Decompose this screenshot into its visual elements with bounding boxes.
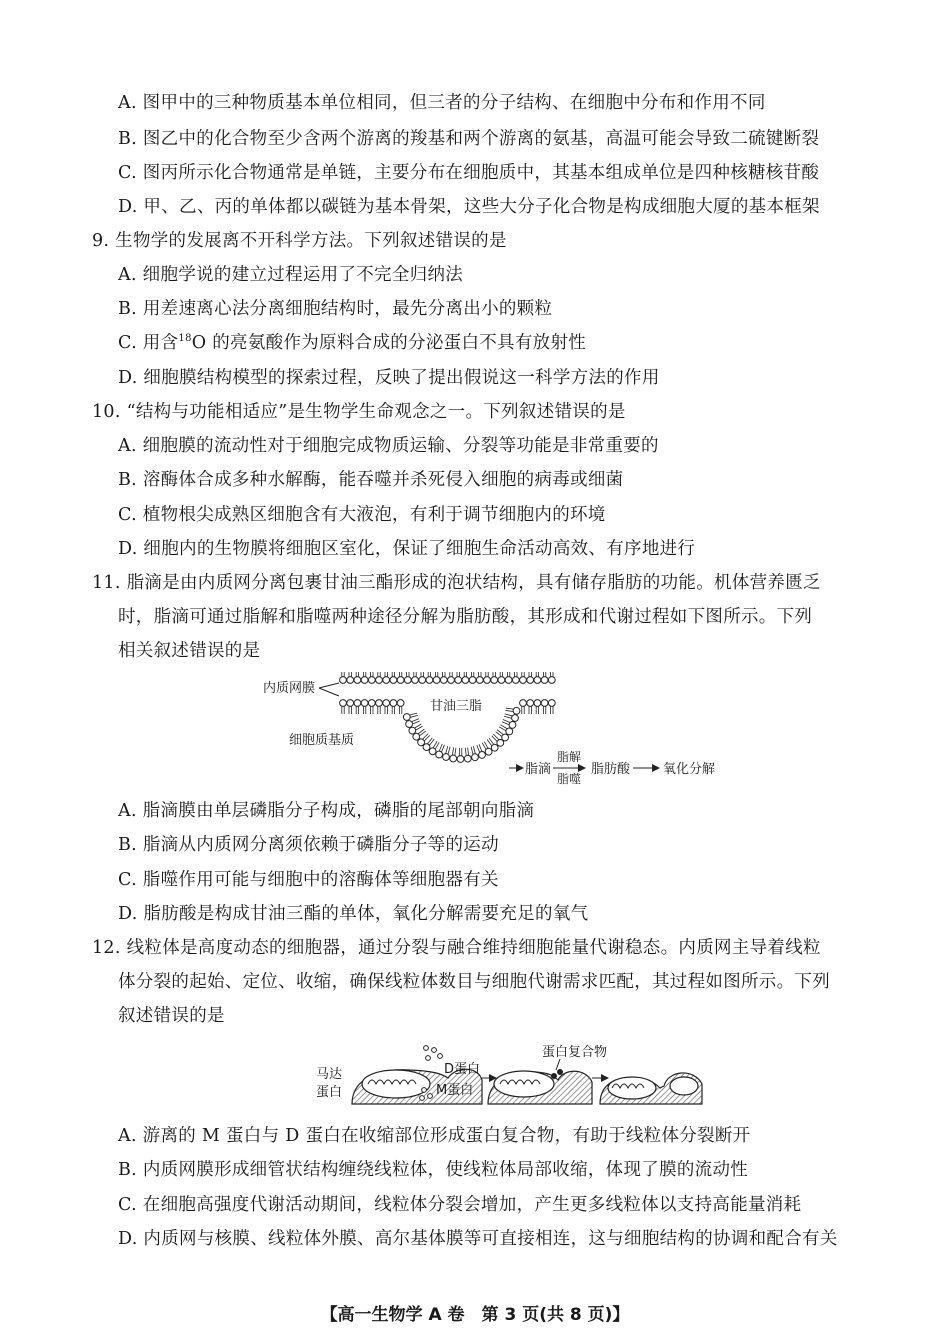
q8-option-b: B. 图乙中的化合物至少含两个游离的羧基和两个游离的氨基，高温可能会导致二硫键断裂 xyxy=(118,129,820,149)
mitochondrion-stage-2 xyxy=(488,1069,592,1104)
er-label-pointer-1 xyxy=(319,683,339,688)
q11-stem-line-1: 11. 脂滴是由内质网分离包裹甘油三酯形成的泡状结构，具有储存脂肪的功能。机体营养匮乏 xyxy=(92,573,821,593)
q12-option-d: D. 内质网与核膜、线粒体外膜、高尔基体膜等可直接相连，这与细胞结构的协调和配合有关 xyxy=(118,1229,838,1249)
q8-option-c: C. 图丙所示化合物通常是单链，主要分布在细胞质中，其基本组成单位是四种核糖核苷酸 xyxy=(118,163,820,183)
q9-option-b: B. 用差速离心法分离细胞结构时，最先分离出小的颗粒 xyxy=(118,299,553,319)
q11-option-c: C. 脂噬作用可能与细胞中的溶酶体等细胞器有关 xyxy=(118,870,499,890)
cytoplasm-matrix-label: 细胞质基质 xyxy=(289,733,355,748)
budding-lipid-droplet-monolayer xyxy=(403,706,521,763)
q12-option-c: C. 在细胞高强度代谢活动期间，线粒体分裂会增加，产生更多线粒体以支持高能量消耗 xyxy=(118,1195,802,1215)
q8-option-a: A. 图甲中的三种物质基本单位相同，但三者的分子结构、在细胞中分布和作用不同 xyxy=(118,93,766,113)
q12-stem-line-2: 体分裂的起始、定位、收缩，确保线粒体数目与细胞代谢需求匹配，其过程如图所示。下列 xyxy=(118,972,830,992)
q11-option-d: D. 脂肪酸是构成甘油三酯的单体，氧化分解需要充足的氧气 xyxy=(118,904,589,924)
q9-option-a: A. 细胞学说的建立过程运用了不完全归纳法 xyxy=(118,265,464,285)
q11-option-b: B. 脂滴从内质网分离须依赖于磷脂分子等的运动 xyxy=(118,835,499,855)
q10-option-d: D. 细胞内的生物膜将细胞区室化，保证了细胞生命活动高效、有序地进行 xyxy=(118,539,696,559)
q12-stem-line-3: 叙述错误的是 xyxy=(118,1006,225,1026)
q9-option-c: C. 用含$^{18}$O 的亮氨酸作为原料合成的分泌蛋白不具有放射性 xyxy=(118,333,587,353)
er-membrane-label: 内质网膜 xyxy=(263,681,316,696)
triglyceride-label: 甘油三脂 xyxy=(430,699,483,714)
q8-option-d: D. 甲、乙、丙的单体都以碳链为基本骨架，这些大分子化合物是构成细胞大厦的基本框架 xyxy=(118,197,820,217)
q10-option-c: C. 植物根尖成熟区细胞含有大液泡，有利于调节细胞内的环境 xyxy=(118,505,606,525)
er-label-pointer-2 xyxy=(319,688,339,696)
q9-option-d: D. 细胞膜结构模型的探索过程，反映了提出假说这一科学方法的作用 xyxy=(118,368,660,388)
q12-stem-line-1: 12. 线粒体是高度动态的细胞器，通过分裂与融合维持细胞能量代谢稳态。内质网主导着线粒 xyxy=(92,938,821,958)
q10-option-b: B. 溶酶体合成多种水解酶，能吞噬并杀死侵入细胞的病毒或细菌 xyxy=(118,470,624,490)
lipid-droplet-figure xyxy=(255,672,725,790)
q10-stem: 10. “结构与功能相适应”是生物学生命观念之一。下列叙述错误的是 xyxy=(92,402,626,422)
q11-stem-line-3: 相关叙述错误的是 xyxy=(118,641,261,661)
complex-pointer xyxy=(556,1059,560,1070)
lipophagy-label: 脂噬 xyxy=(557,772,582,786)
lipid-droplet-label: 脂滴 xyxy=(525,762,552,777)
page-footer: 【高一生物学 A 卷 第 3 页(共 8 页)】 xyxy=(320,1305,630,1325)
q12-option-a: A. 游离的 M 蛋白与 D 蛋白在收缩部位形成蛋白复合物，有助于线粒体分裂断开 xyxy=(118,1126,751,1146)
fatty-acid-label: 脂肪酸 xyxy=(591,762,631,777)
q9-stem: 9. 生物学的发展离不开科学方法。下列叙述错误的是 xyxy=(92,231,507,251)
mitochondrion-stage-3 xyxy=(600,1073,702,1104)
q10-option-a: A. 细胞膜的流动性对于细胞完成物质运输、分裂等功能是非常重要的 xyxy=(118,436,659,456)
lipolysis-label: 脂解 xyxy=(557,750,582,764)
q11-stem-line-2: 时，脂滴可通过脂解和脂噬两种途径分解为脂肪酸，其形成和代谢过程如下图所示。下列 xyxy=(118,607,813,627)
motor-protein-label-2: 蛋白 xyxy=(316,1085,343,1100)
motor-protein-label-1: 马达 xyxy=(316,1067,343,1082)
oxidation-label: 氧化分解 xyxy=(663,762,716,777)
q12-option-b: B. 内质网膜形成细管状结构缠绕线粒体，使线粒体局部收缩，体现了膜的流动性 xyxy=(118,1160,749,1180)
q11-option-a: A. 脂滴膜由单层磷脂分子构成，磷脂的尾部朝向脂滴 xyxy=(118,801,535,821)
d-protein-label: D蛋白 xyxy=(444,1062,481,1077)
protein-complex-label: 蛋白复合物 xyxy=(542,1045,608,1060)
mitochondria-fission-figure xyxy=(310,1040,720,1110)
isotope-superscript: 18 xyxy=(178,333,192,344)
m-protein-label: M蛋白 xyxy=(436,1083,474,1098)
